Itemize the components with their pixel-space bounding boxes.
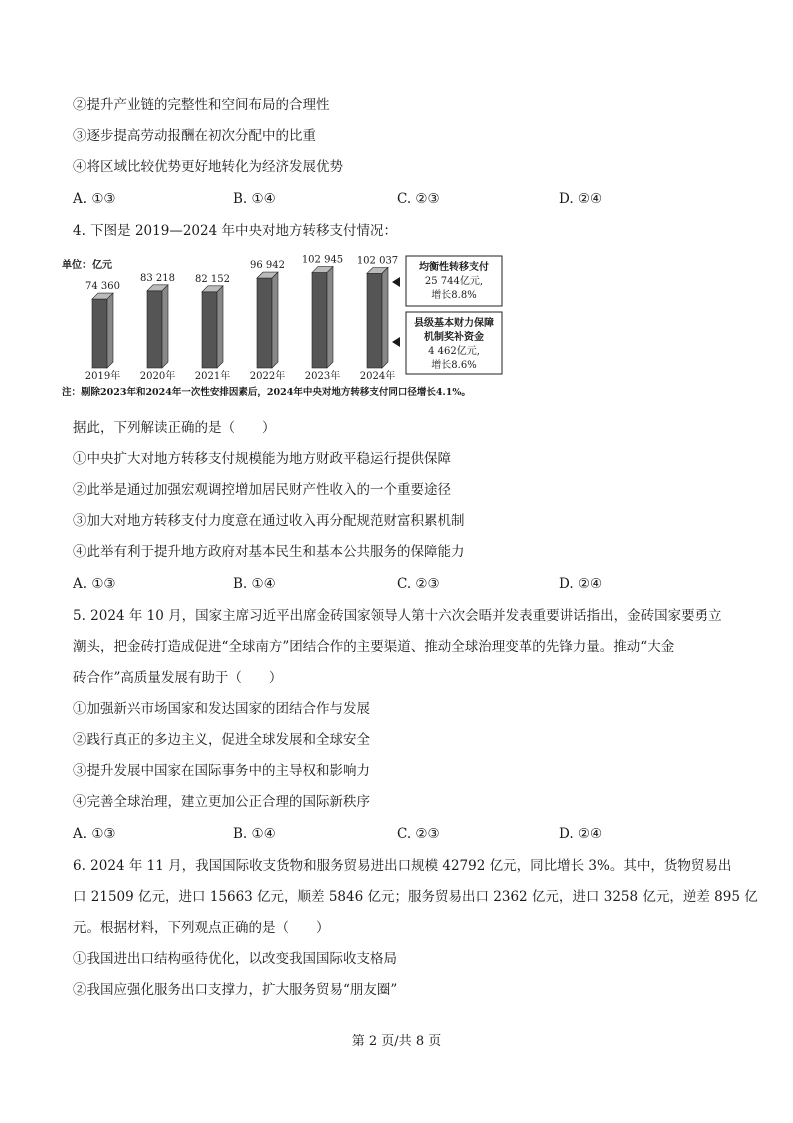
- bar-2023年: [312, 273, 327, 368]
- bar-side-2023年: [327, 267, 333, 368]
- q3-statement-2: ②提升产业链的完整性和空间布局的合理性: [73, 97, 330, 113]
- annotation-2-line-0: 县级基本财力保障: [414, 318, 494, 329]
- bar-2020年: [147, 291, 162, 368]
- bar-2024年: [367, 273, 382, 368]
- q5-statement-4: ④完善全球治理，建立更加公正合理的国际新秩序: [73, 794, 370, 810]
- q3-choice-d[interactable]: D. ②④: [559, 191, 603, 207]
- q3-choice-a[interactable]: A. ①③: [73, 191, 116, 207]
- bar-value-label-3: 96 942: [250, 260, 285, 272]
- x-tick-label-1: 2020年: [139, 371, 176, 382]
- chart-note: 注：剔除2023年和2024年一次性安排因素后，2024年中央对地方转移支付同口径增长4.1%。: [62, 387, 471, 398]
- q4-choices: [73, 574, 733, 594]
- q5-stem-line-2: 潮头，把金砖打造成促进“全球南方”团结合作的主要渠道、推动全球治理变革的先锋力量。推动“大金: [73, 639, 675, 655]
- q4-statement-1: ①中央扩大对地方转移支付规模能为地方财政平稳运行提供保障: [73, 451, 451, 467]
- bar-2022年: [257, 278, 272, 368]
- q4-statement-4: ④此举有利于提升地方政府对基本民生和基本公共服务的保障能力: [73, 544, 465, 560]
- bar-2021年: [202, 292, 217, 368]
- chart-unit-label: 单位：亿元: [62, 260, 112, 271]
- bar-value-label-0: 74 360: [85, 281, 120, 293]
- q4-choice-b[interactable]: B. ①④: [233, 576, 276, 592]
- annotation-1-line-2: 增长8.8%: [431, 290, 477, 301]
- annotation-arrow-2: [392, 337, 400, 347]
- q3-statement-3: ③逐步提高劳动报酬在初次分配中的比重: [73, 128, 316, 144]
- bar-side-2022年: [272, 272, 278, 368]
- q5-stem-line-3: 砖合作”高质量发展有助于（ ）: [73, 670, 283, 686]
- q3-choice-b[interactable]: B. ①④: [233, 191, 276, 207]
- q3-statement-4: ④将区域比较优势更好地转化为经济发展优势: [73, 159, 343, 175]
- q4-choice-c[interactable]: C. ②③: [397, 576, 440, 592]
- annotation-1-line-1: 25 744亿元,: [424, 276, 484, 287]
- q5-choice-c[interactable]: C. ②③: [397, 826, 440, 842]
- q4-choice-a[interactable]: A. ①③: [73, 576, 116, 592]
- annotation-1-line-0: 均衡性转移支付: [419, 262, 489, 273]
- bar-side-2021年: [217, 286, 223, 368]
- q5-statement-2: ②践行真正的多边主义，促进全球发展和全球安全: [73, 732, 370, 748]
- q5-statement-3: ③提升发展中国家在国际事务中的主导权和影响力: [73, 763, 370, 779]
- q5-stem-line-1: 5. 2024 年 10 月，国家主席习近平出席金砖国家领导人第十六次会晤并发表重要讲话指出，金砖国家要勇立: [73, 608, 722, 624]
- annotation-2-line-3: 增长8.6%: [431, 360, 477, 371]
- q6-statement-1: ①我国进出口结构亟待优化，以改变我国国际收支格局: [73, 951, 397, 967]
- x-tick-label-2: 2021年: [194, 371, 231, 382]
- x-tick-label-3: 2022年: [249, 371, 286, 382]
- q5-choices: [73, 824, 733, 844]
- q3-choice-c[interactable]: C. ②③: [397, 191, 440, 207]
- bar-value-label-2: 82 152: [195, 273, 230, 285]
- bar-value-label-1: 83 218: [140, 272, 175, 284]
- annotation-2-line-1: 机制奖补资金: [424, 332, 484, 343]
- bar-2019年: [92, 299, 107, 368]
- q3-choices: [73, 189, 733, 209]
- x-tick-label-0: 2019年: [84, 371, 121, 382]
- transfer-payment-chart: [60, 250, 540, 400]
- q4-stem: 4. 下图是 2019—2024 年中央对地方转移支付情况：: [73, 223, 397, 239]
- annotation-arrow-1: [392, 277, 400, 287]
- q6-statement-2: ②我国应强化服务出口支撑力，扩大服务贸易“朋友圈”: [73, 982, 398, 998]
- x-tick-label-5: 2024年: [359, 371, 396, 382]
- bar-value-label-5: 102 037: [356, 255, 399, 267]
- x-tick-label-4: 2023年: [304, 371, 341, 382]
- chart-svg: [60, 250, 540, 400]
- page-footer: 第 2 页/共 8 页: [351, 1034, 442, 1049]
- q6-stem-line-2: 口 21509 亿元，进口 15663 亿元，顺差 5846 亿元；服务贸易出口 2362 亿元，进口 3258 亿元，逆差 895 亿: [73, 889, 758, 905]
- q4-statement-3: ③加大对地方转移支付力度意在通过收入再分配规范财富积累机制: [73, 513, 465, 529]
- q4-choice-d[interactable]: D. ②④: [559, 576, 603, 592]
- bar-value-label-4: 102 945: [301, 254, 344, 266]
- q4-statement-2: ②此举是通过加强宏观调控增加居民财产性收入的一个重要途径: [73, 482, 451, 498]
- q6-stem-line-1: 6. 2024 年 11 月，我国国际收支货物和服务贸易进出口规模 42792 亿元，同比增长 3%。其中，货物贸易出: [73, 858, 732, 874]
- bar-side-2024年: [382, 267, 388, 368]
- q6-stem-line-3: 元。根据材料，下列观点正确的是（ ）: [73, 920, 330, 936]
- q5-choice-a[interactable]: A. ①③: [73, 826, 116, 842]
- annotation-2-line-2: 4 462亿元,: [428, 346, 480, 357]
- q5-choice-b[interactable]: B. ①④: [233, 826, 276, 842]
- bar-side-2019年: [107, 293, 113, 368]
- q5-choice-d[interactable]: D. ②④: [559, 826, 603, 842]
- bar-side-2020年: [162, 285, 168, 368]
- q4-prompt: 据此，下列解读正确的是（ ）: [73, 420, 276, 436]
- q5-statement-1: ①加强新兴市场国家和发达国家的团结合作与发展: [73, 701, 370, 717]
